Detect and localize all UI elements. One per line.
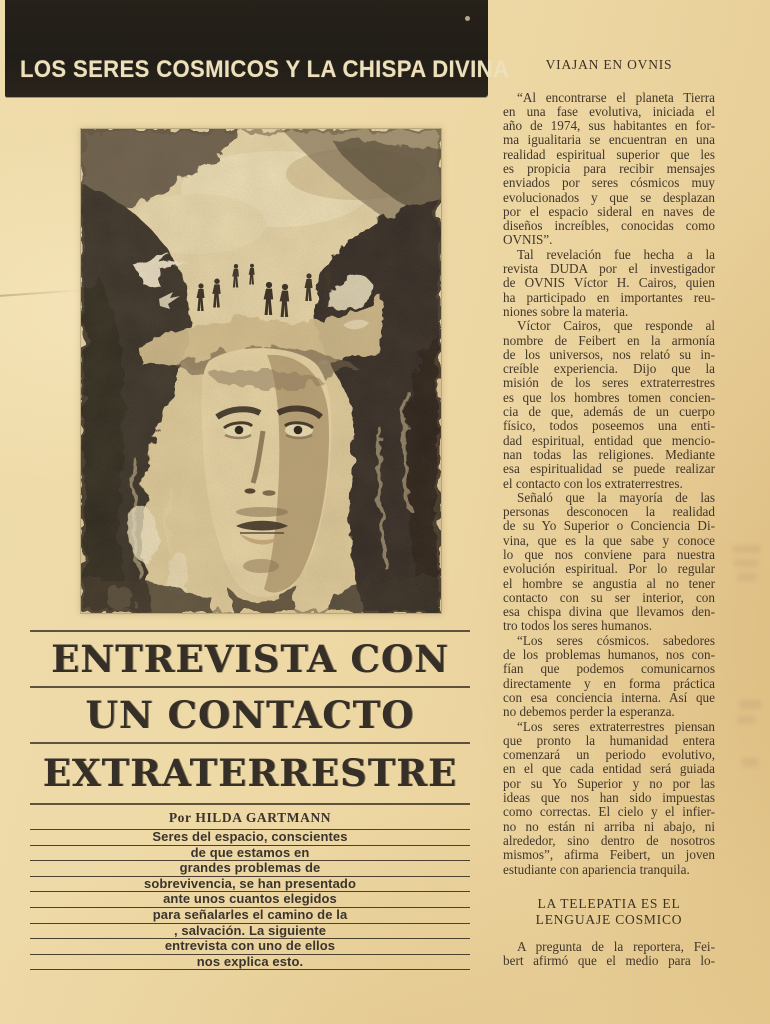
text-line: VIAJAN EN OVNIS — [545, 57, 673, 72]
text-line: no debemos perder la esperanza. — [503, 704, 675, 720]
ink-showthrough — [739, 700, 761, 709]
ink-showthrough — [737, 716, 755, 724]
text-line: Tal revelación fue hecha a la — [517, 246, 715, 262]
ink-showthrough — [733, 545, 761, 553]
text-line: comenzará un periodo evolutivo, — [503, 747, 715, 763]
text-line: de OVNIS Víctor H. Cairos, quien — [503, 275, 715, 291]
headline-line-1: ENTREVISTA CON — [51, 637, 449, 681]
text-line: creíble experiencia. Dijo que la — [503, 361, 715, 377]
text-line: por su Yo Superior y no por las — [503, 775, 715, 791]
text-line: dad espiritual, entidad que mencio- — [503, 432, 715, 448]
text-line: “Los seres extraterrestres piensan — [517, 718, 715, 734]
text-line: grandes problemas de — [30, 860, 470, 876]
text-line: ideas que nos han sido impuestas — [503, 790, 715, 806]
ink-showthrough — [742, 758, 758, 767]
text-line: LA TELEPATIA ES EL — [537, 895, 681, 911]
text-line: Víctor Cairos, que responde al — [517, 318, 715, 334]
ink-showthrough — [737, 573, 757, 581]
right-column — [503, 57, 715, 968]
text-line: Seres del espacio, conscientes — [30, 829, 470, 845]
text-line: fían que podemos comunicarnos — [503, 661, 715, 677]
text-line: “Los seres cósmicos. sabedores — [517, 632, 715, 648]
text-line: A pregunta de la reportera, Fei- — [517, 938, 715, 954]
text-line: personas desconocen la realidad — [503, 504, 715, 520]
text-line: que pronto la humanidad entera — [503, 732, 715, 748]
text-line: OVNIS”. — [503, 232, 553, 248]
article-deck — [30, 829, 470, 970]
column-paragraph — [503, 720, 715, 877]
text-line: el hombre se angustia al no tener — [503, 575, 715, 591]
text-line: evolucionados y que se desplazan — [503, 189, 715, 205]
column-heading — [503, 896, 715, 929]
text-line: en el que cada entidad será guiada — [503, 761, 715, 777]
text-line: contacto con su ser interior, con — [503, 589, 715, 605]
text-line: entrevista con uno de ellos — [30, 938, 470, 954]
text-line: diseños increíbles, conocidas como — [503, 218, 715, 234]
text-line: esa chispa divina que llevamos den- — [503, 604, 715, 620]
headline-line-3: EXTRATERRESTRE — [42, 751, 458, 795]
text-line: físico, todos poseemos una enti- — [503, 418, 715, 434]
text-line: ha participado en importantes reu- — [503, 289, 715, 305]
text-line: directamente y en forma práctica — [503, 675, 715, 691]
text-line: para señalarles el camino de la — [30, 907, 470, 923]
divider-rule — [30, 630, 470, 632]
text-line: bert afirmó que el medio para lo- — [503, 953, 715, 969]
text-line: tro todos los seres humanos. — [503, 618, 653, 634]
text-line: ante unos cuantos elegidos — [30, 891, 470, 907]
column-paragraph — [503, 91, 715, 248]
byline: Por HILDA GARTMANN — [168, 810, 332, 825]
text-line: en una fase evolutiva, iniciada el — [503, 103, 715, 119]
column-paragraph — [503, 319, 715, 491]
text-line: esa espiritualidad se puede realizar — [503, 461, 715, 477]
ink-showthrough — [734, 559, 758, 567]
text-line: no no están ni arriba ni abajo, ni — [503, 818, 715, 834]
text-line: el contacto con los extraterrestres. — [503, 475, 683, 491]
column-paragraph — [503, 634, 715, 720]
text-line: por el espacio sideral en naves de — [503, 203, 715, 219]
text-line: enviados por seres cósmicos muy — [503, 175, 715, 191]
text-line: es que los hombres tomen concien- — [503, 389, 715, 405]
text-line: nan todas las religiones. Mediante — [503, 446, 715, 462]
portrait-photo-illustration — [81, 129, 441, 613]
text-line: mismos”, afirma Feibert, un joven — [503, 847, 715, 863]
text-line: de los universos, nos relató su in- — [503, 346, 715, 362]
text-line: revista DUDA por el investigador — [503, 261, 715, 277]
text-line: de los problemas humanos, nos con- — [503, 647, 715, 663]
text-line: , salvación. La siguiente — [30, 923, 470, 939]
paper-crease — [0, 289, 82, 297]
text-line: con esa conciencia interna. Así que — [503, 689, 715, 705]
text-line: niones sobre la materia. — [503, 303, 629, 319]
text-line: nos explica esto. — [30, 954, 470, 970]
text-line: misión de los seres extraterrestres — [503, 375, 715, 391]
text-line: “Al encontrarse el planeta Tierra — [517, 89, 715, 105]
text-line: año de 1974, sus habitantes en for- — [503, 118, 715, 134]
banner-speck — [465, 16, 470, 21]
column-paragraph — [503, 248, 715, 319]
column-heading — [503, 57, 715, 74]
headline-block — [30, 630, 470, 831]
divider-rule — [30, 686, 470, 688]
text-line: Señaló que la mayoría de las — [517, 489, 715, 505]
text-line: vina, que es la que sabe y conoce — [503, 532, 715, 548]
column-paragraph — [503, 940, 715, 969]
divider-rule — [30, 803, 470, 805]
text-line: cia de que, además de un cuerpo — [503, 404, 715, 420]
text-line: es propicia para recibir mensajes — [503, 160, 715, 176]
text-line: lo que nos conviene para nuestra — [503, 547, 715, 562]
text-line: alrededor, sino dentro de nosotros — [503, 832, 715, 848]
section-banner — [5, 0, 510, 97]
text-line: LENGUAJE COSMICO — [535, 912, 683, 928]
text-line: evolución espiritual. Por lo regular — [503, 561, 715, 577]
portrait-photo — [80, 128, 442, 614]
text-line: estudiante con apariencia tranquila. — [503, 861, 690, 877]
text-line: ma igualitaria se encuentran en una — [503, 132, 715, 148]
banner-title: LOS SERES COSMICOS Y LA CHISPA DIVINA — [20, 56, 510, 83]
text-line: como correctas. El cielo y el infier- — [503, 804, 715, 820]
text-line: realidad espiritual superior que les — [503, 146, 715, 162]
divider-rule — [30, 742, 470, 744]
headline-line-2: UN CONTACTO — [85, 693, 415, 737]
text-line: de que estamos en — [30, 845, 470, 861]
column-paragraph — [503, 491, 715, 634]
text-line: nombre de Feibert en la armonía — [503, 332, 715, 348]
text-line: sobrevivencia, se han presentado — [30, 876, 470, 892]
text-line: de su Yo Superior o Conciencia Di- — [503, 518, 715, 534]
